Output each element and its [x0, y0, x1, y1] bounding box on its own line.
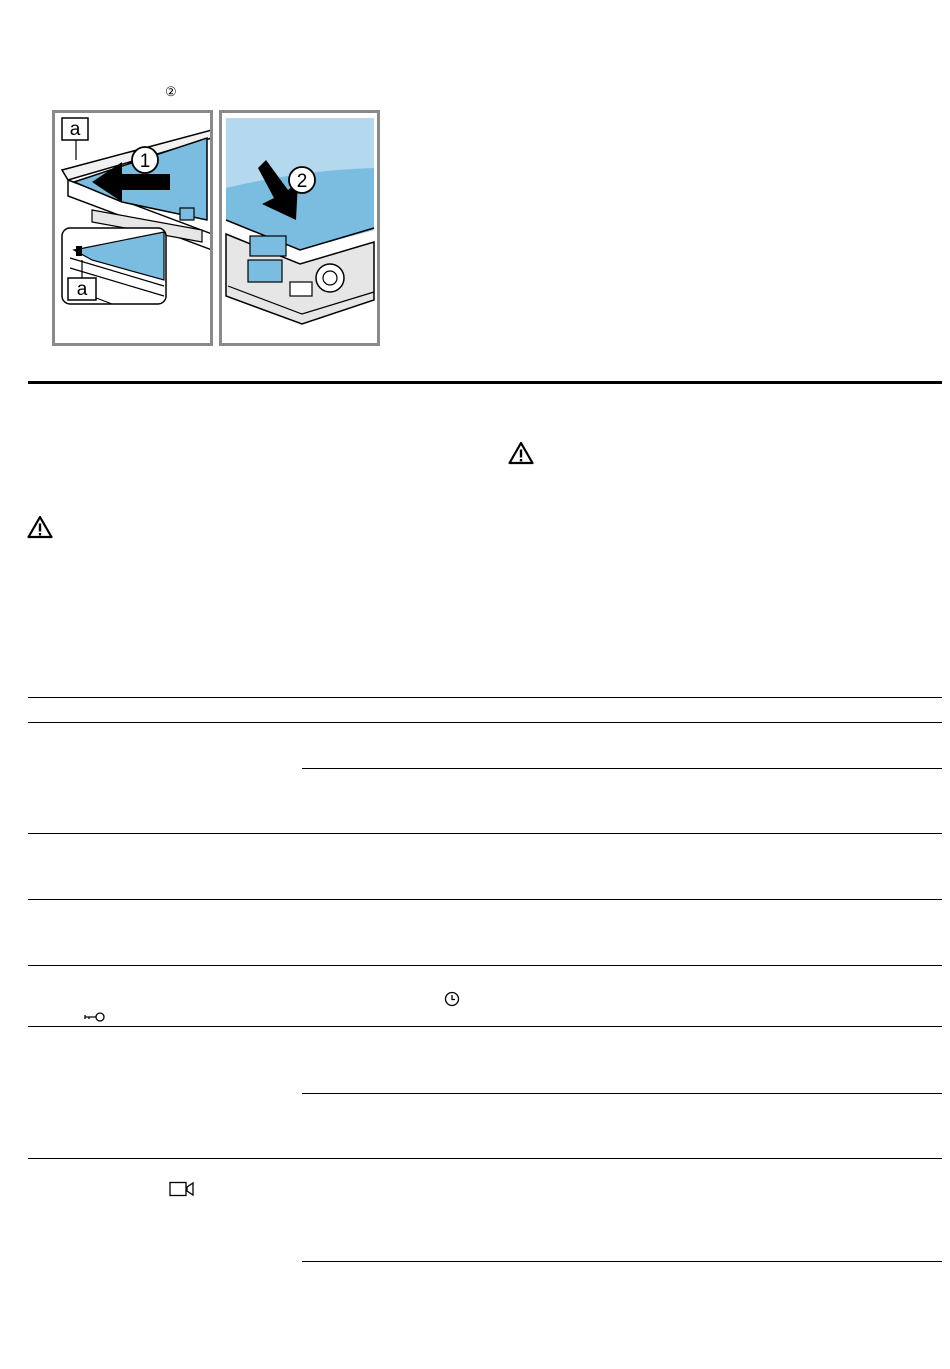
step-number-1: 1	[139, 151, 151, 172]
warning-triangle-icon	[508, 441, 534, 465]
warning-triangle-icon	[27, 515, 53, 539]
key-icon	[84, 1011, 106, 1023]
camera-icon	[169, 1181, 195, 1197]
step-reference: ②	[165, 84, 177, 99]
section-divider	[28, 381, 942, 384]
table-subrow-rule	[302, 1261, 942, 1262]
table-row-rule	[28, 1158, 942, 1159]
table-row-rule	[28, 899, 942, 900]
glass-panel-illustration	[52, 110, 380, 346]
illustration-panel-left	[54, 112, 213, 345]
table-row-rule	[28, 1026, 942, 1027]
step-number-2: 2	[296, 171, 308, 192]
table-row-rule	[28, 965, 942, 966]
illustration-panel-right	[221, 112, 379, 345]
clock-icon	[444, 991, 460, 1007]
table-header-rule	[28, 697, 942, 698]
callout-label-a-inset: a	[76, 279, 88, 300]
table-row-rule	[28, 722, 942, 723]
table-row-rule	[28, 833, 942, 834]
table-subrow-rule	[302, 768, 942, 769]
table-subrow-rule	[302, 1093, 942, 1094]
callout-label-a-top: a	[69, 119, 81, 140]
